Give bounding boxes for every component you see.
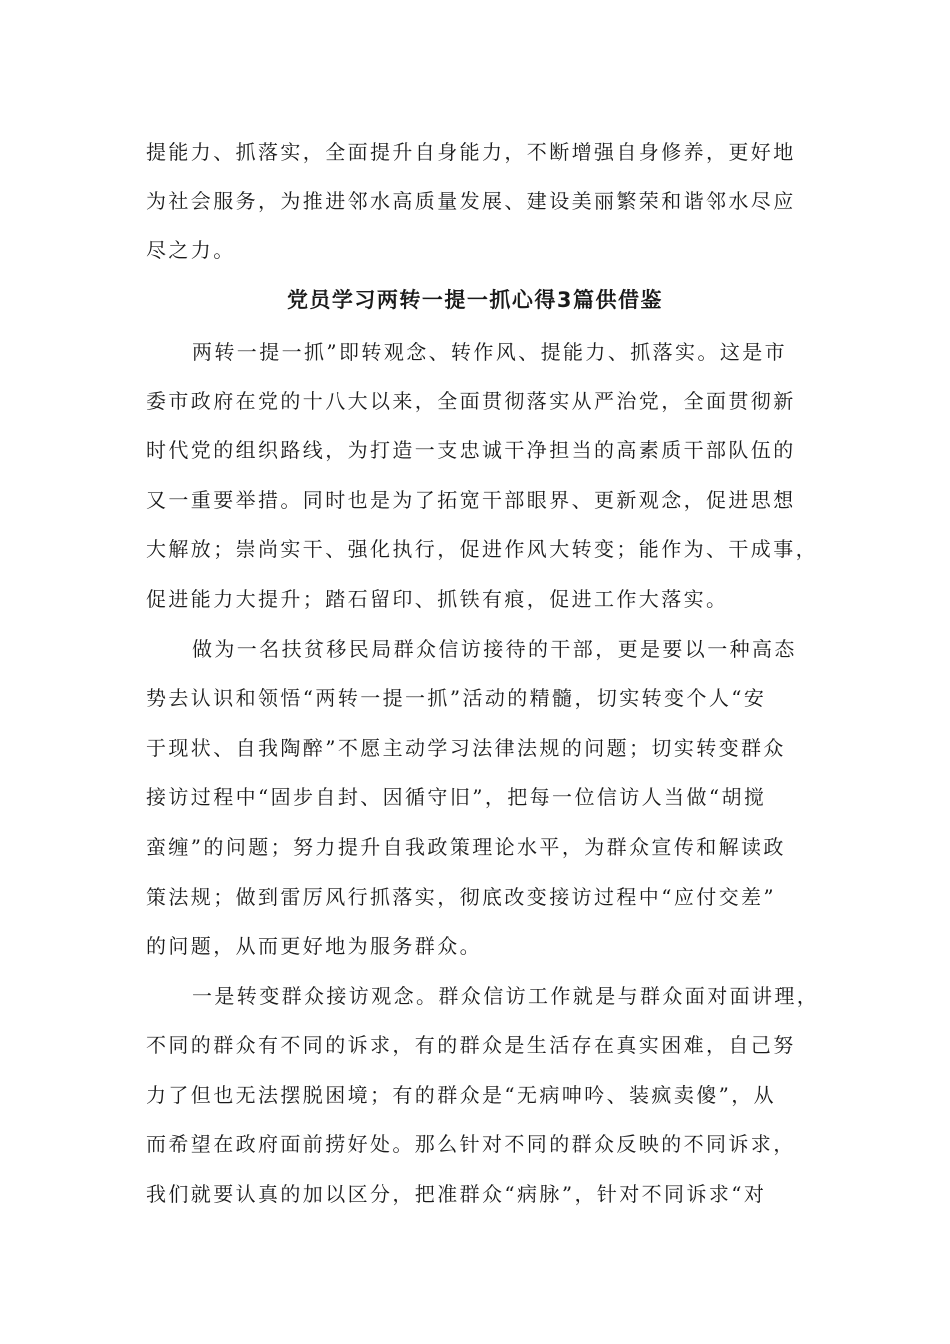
paragraph3-line-5: 我们就要认真的加以区分，把准群众“病脉”，针对不同诉求“对 xyxy=(146,1182,767,1206)
paragraph2-line-3: 于现状、自我陶醉”不愿主动学习法律法规的问题；切实转变群众 xyxy=(146,736,786,760)
paragraph1-line-5: 大解放；崇尚实干、强化执行，促进作风大转变；能作为、干成事， xyxy=(146,537,818,561)
paragraph3-line-2: 不同的群众有不同的诉求，有的群众是生活存在真实困难，自己努 xyxy=(146,1033,796,1057)
document-title: 党员学习两转一提一抓心得3篇供借鉴 xyxy=(286,288,664,312)
paragraph1-line-4: 又一重要举措。同时也是为了拓宽干部眼界、更新观念，促进思想 xyxy=(146,488,796,512)
paragraph2-line-1: 做为一名扶贫移民局群众信访接待的干部，更是要以一种高态 xyxy=(192,637,797,661)
paragraph1-line-2: 委市政府在党的十八大以来，全面贯彻落实从严治党，全面贯彻新 xyxy=(146,389,796,413)
paragraph1-line-1: 两转一提一抓”即转观念、转作风、提能力、抓落实。这是市 xyxy=(192,340,788,364)
paragraph3-line-4: 而希望在政府面前捞好处。那么针对不同的群众反映的不同诉求， xyxy=(146,1132,796,1156)
intro-line-1: 提能力、抓落实，全面提升自身能力，不断增强自身修养，更好地 xyxy=(146,140,796,164)
intro-line-3: 尽之力。 xyxy=(146,238,236,262)
paragraph2-line-5: 蛮缠”的问题；努力提升自我政策理论水平，为群众宣传和解读政 xyxy=(146,835,786,859)
intro-line-2: 为社会服务，为推进邻水高质量发展、建设美丽繁荣和谐邻水尽应 xyxy=(146,189,796,213)
paragraph3-line-3: 力了但也无法摆脱困境；有的群众是“无病呻吟、装疯卖傻”，从 xyxy=(146,1083,777,1107)
paragraph2-line-2: 势去认识和领悟“两转一提一抓”活动的精髓，切实转变个人“安 xyxy=(146,686,767,710)
paragraph2-line-6: 策法规；做到雷厉风行抓落实，彻底改变接访过程中“应付交差” xyxy=(146,885,777,909)
paragraph2-line-4: 接访过程中“固步自封、因循守旧”，把每一位信访人当做“胡搅 xyxy=(146,785,767,809)
paragraph1-line-6: 促进能力大提升；踏石留印、抓铁有痕，促进工作大落实。 xyxy=(146,587,729,611)
paragraph3-line-1: 一是转变群众接访观念。群众信访工作就是与群众面对面讲理， xyxy=(192,984,820,1008)
paragraph1-line-3: 时代党的组织路线，为打造一支忠诚干净担当的高素质干部队伍的 xyxy=(146,438,796,462)
paragraph2-line-7: 的问题，从而更好地为服务群众。 xyxy=(146,934,482,958)
